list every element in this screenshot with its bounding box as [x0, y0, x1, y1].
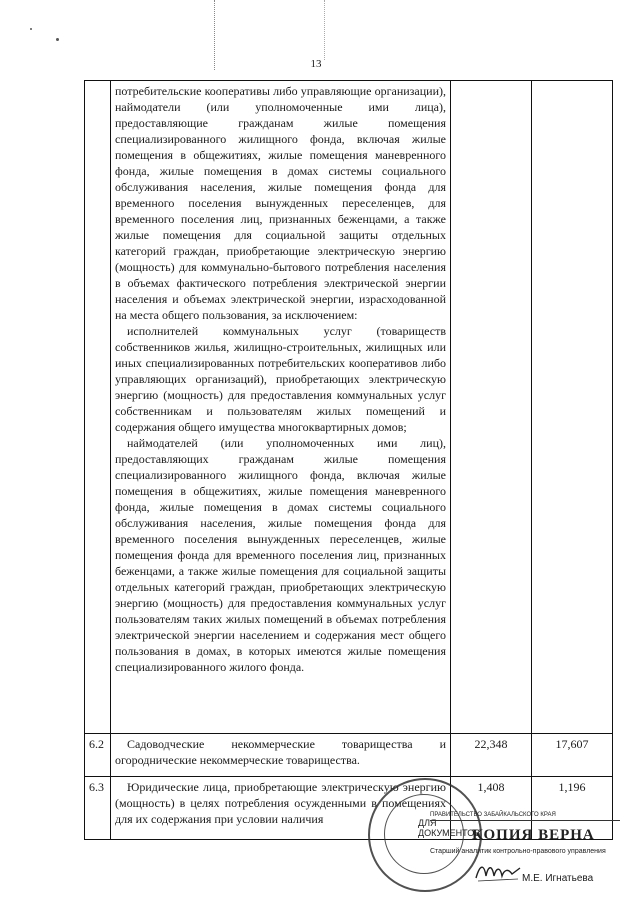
row-value-1	[451, 81, 532, 734]
paragraph: потребительские кооперативы либо управляющие организации), наймодатели (или уполномоченные ими лица), предоставляющие гражданам жилые помещения специализированного жилищного фонда, включая жилые помещения в общежитиях, жилые помещения маневренного фонда, жилые помещения в домах системы социального обслуживания населения, жилые помещения фонда для временного поселения вынужденных переселенцев, для временного поселения лиц, признанных беженцами, а также жилые помещения для социальной защиты отдельных категорий граждан, приобретающие электрическую энергию (мощность) для коммунально-бытового потребления населения в объемах фактического потребления электрической энергии населения и объемах электрической энергии, израсходованной на места общего пользования, за исключением:	[115, 84, 446, 322]
scan-speck	[30, 28, 32, 30]
row-value-1: 22,348	[451, 734, 532, 777]
seal-label: ДЛЯ ДОКУМЕНТОВ	[418, 818, 481, 838]
row-number: 6.2	[85, 734, 111, 777]
paragraph: исполнителей коммунальных услуг (товариществ собственников жилья, жилищно-строительных, жилищных или иных специализированных потребительских кооперативов либо управляющих организаций), приобретающих электрическую энергию (мощность) для предоставления коммунальных услуг собственникам и пользователям жилых помещений и содержания общего имущества многоквартирных домов;	[115, 324, 446, 434]
scan-speck	[56, 38, 59, 41]
page-number: 13	[310, 58, 322, 70]
row-value-2: 1,196	[532, 777, 613, 840]
certify-header: ПРАВИТЕЛЬСТВО ЗАБАЙКАЛЬСКОГО КРАЯ	[430, 812, 620, 821]
paragraph: Юридические лица, приобретающие электрическую энергию (мощность) в целях потребления осужденными в помещениях для их содержания при условии наличия	[115, 780, 446, 826]
certified-copy-stamp	[430, 812, 620, 855]
table-row	[85, 734, 613, 777]
scan-fold-line-2	[324, 0, 326, 60]
paragraph: наймодателей (или уполномоченных ими лиц), предоставляющих гражданам жилые помещения специализированного жилищного фонда, включая жилые помещения в общежитиях, жилые помещения маневренного фонда, жилые помещения в домах системы социального обслуживания населения, жилые помещения фонда для временного поселения вынужденных переселенцев, жилые помещения фонда для временного поселения лиц, признанных беженцами, а также жилые помещения для социальной защиты отдельных категорий граждан, приобретающих электрическую энергию (мощность) для предоставления коммунальных услуг пользователям таких жилых помещений в объемах потребления электрической энергии населением и содержания мест общего пользования в домах, в которых имеются жилые помещения специализированного жилого фонда.	[115, 436, 446, 674]
row-number: 6.3	[85, 777, 111, 840]
paragraph: Садоводческие некоммерческие товарищества и огороднические некоммерческие товарищества.	[115, 737, 446, 767]
row-number	[85, 81, 111, 734]
signatory-name: М.Е. Игнатьева	[522, 873, 594, 884]
row-value-2	[532, 81, 613, 734]
certify-title: КОПИЯ ВЕРНА	[472, 827, 595, 843]
row-value-1: 1,408	[451, 777, 532, 840]
handwritten-signature	[474, 858, 522, 884]
tariff-table	[84, 80, 613, 840]
table-row	[85, 81, 613, 734]
row-value-2: 17,607	[532, 734, 613, 777]
row-description	[111, 81, 451, 734]
certify-position: Старший аналитик контрольно-правового управления	[430, 848, 606, 855]
row-description	[111, 734, 451, 777]
